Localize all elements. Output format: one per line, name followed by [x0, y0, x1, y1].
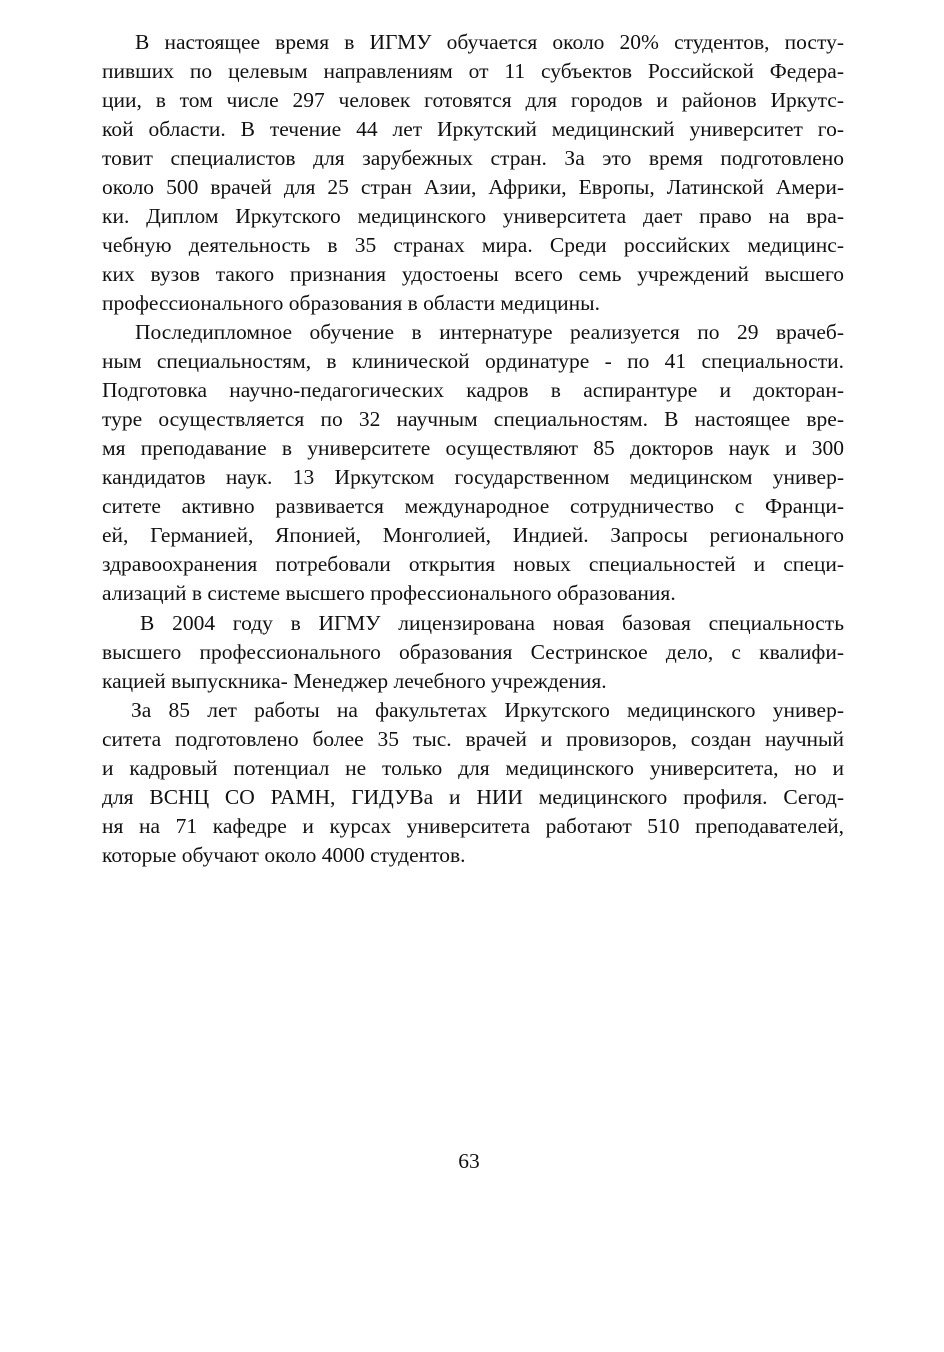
paragraph-4-line-3: и кадровый потенциал не только для медицинского университета, но и [102, 756, 844, 780]
paragraph-1-line-9: ких вузов такого признания удостоены всего семь учреждений высшего [102, 262, 844, 286]
paragraph-3-line-3: кацией выпускника- Менеджер лечебного учреждения. [102, 669, 607, 693]
paragraph-2-line-2: ным специальностям, в клинической ординатуре - по 41 специальности. [102, 349, 844, 373]
paragraph-2-line-9: здравоохранения потребовали открытия новых специальностей и специ- [102, 552, 844, 576]
paragraph-2-line-5: мя преподавание в университете осуществляют 85 докторов наук и 300 [102, 436, 844, 460]
paragraph-4-line-6: которые обучают около 4000 студентов. [102, 843, 466, 867]
paragraph-1-line-10: профессионального образования в области медицины. [102, 291, 600, 315]
paragraph-2-line-1: Последипломное обучение в интернатуре реализуется по 29 врачеб- [135, 320, 844, 344]
paragraph-1-line-7: ки. Диплом Иркутского медицинского университета дает право на вра- [102, 204, 844, 228]
paragraph-1-line-8: чебную деятельность в 35 странах мира. Среди российских медицинс- [102, 233, 844, 257]
paragraph-4-line-2: ситета подготовлено более 35 тыс. врачей и провизоров, создан научный [102, 727, 844, 751]
paragraph-4-line-1: За 85 лет работы на факультетах Иркутского медицинского универ- [131, 698, 844, 722]
paragraph-3-line-1: В 2004 году в ИГМУ лицензирована новая базовая специальность [140, 611, 844, 635]
paragraph-1-line-5: товит специалистов для зарубежных стран. За это время подготовлено [102, 146, 844, 170]
paragraph-1-line-3: ции, в том числе 297 человек готовятся для городов и районов Иркутс- [102, 88, 844, 112]
paragraph-4-line-5: ня на 71 кафедре и курсах университета работают 510 преподавателей, [102, 814, 844, 838]
paragraph-2-line-10: ализаций в системе высшего профессионального образования. [102, 581, 676, 605]
page-number: 63 [458, 1149, 480, 1173]
paragraph-2-line-4: туре осуществляется по 32 научным специальностям. В настоящее вре- [102, 407, 844, 431]
paragraph-2-line-3: Подготовка научно-педагогических кадров в аспирантуре и докторан- [102, 378, 844, 402]
paragraph-1-line-1: В настоящее время в ИГМУ обучается около 20% студентов, посту- [135, 30, 844, 54]
paragraph-4-line-4: для ВСНЦ СО РАМН, ГИДУВа и НИИ медицинского профиля. Сегод- [102, 785, 844, 809]
paragraph-2-line-6: кандидатов наук. 13 Иркутском государственном медицинском универ- [102, 465, 844, 489]
paragraph-2-line-8: ей, Германией, Японией, Монголией, Индией. Запросы регионального [102, 523, 844, 547]
paragraph-1-line-4: кой области. В течение 44 лет Иркутский медицинский университет го- [102, 117, 844, 141]
paragraph-1-line-2: пивших по целевым направлениям от 11 субъектов Российской Федера- [102, 59, 844, 83]
paragraph-1-line-6: около 500 врачей для 25 стран Азии, Африки, Европы, Латинской Амери- [102, 175, 844, 199]
paragraph-2-line-7: ситете активно развивается международное сотрудничество с Франци- [102, 494, 844, 518]
paragraph-3-line-2: высшего профессионального образования Сестринское дело, с квалифи- [102, 640, 844, 664]
